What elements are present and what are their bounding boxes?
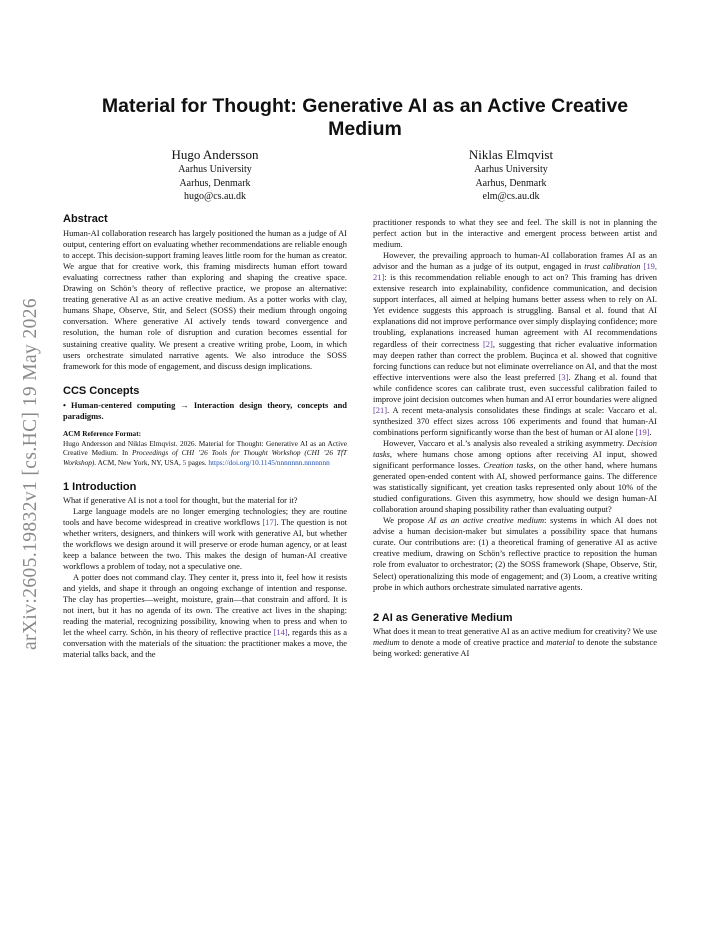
acm-ref-text: Hugo Andersson and Niklas Elmqvist. 2026. Material for Thought: Generative AI as an Active Creative Medium. In bbox=[63, 438, 347, 458]
text-run: . Zhang et al. found that while confidence scores can calibrate trust, even successful calibration failed to improve joint decision outcomes when human and AI error boundaries were aligned bbox=[373, 371, 658, 404]
arxiv-identifier: arXiv:2605.19832v1 [cs.HC] 19 May 2026 bbox=[20, 297, 41, 650]
citation-link[interactable]: [14] bbox=[273, 627, 288, 638]
emphasis: medium bbox=[373, 636, 400, 647]
text-run: . A recent meta-analysis consolidates these findings at scale: Vaccaro et al. synthesized 370 effect sizes across 106 experiments and found that human-AI combinations perform significantly worse than the best of human or AI alone bbox=[373, 404, 657, 437]
emphasis: trust calibration bbox=[584, 261, 641, 272]
paper-title: Material for Thought: Generative AI as an Active Creative Medium bbox=[101, 95, 629, 140]
text-run: , suggesting that richer evaluative information may deepen rather than correct the problem. Buçinca et al. showed that cognitive forcing functions can reduce but not eliminate overreliance on AI, and that the most effective interventions were also the least preferred bbox=[373, 338, 657, 382]
text-run: . bbox=[649, 426, 652, 437]
citation-link[interactable]: [3] bbox=[558, 371, 569, 382]
author-affiliation: Aarhus University bbox=[178, 164, 252, 175]
citation-link[interactable]: [2] bbox=[482, 338, 493, 349]
acm-ref-text: pages. bbox=[186, 458, 209, 468]
body-paragraph bbox=[373, 438, 657, 515]
acm-reference bbox=[63, 439, 347, 468]
intro-paragraph bbox=[63, 572, 347, 660]
left-column bbox=[63, 214, 347, 660]
citation-link[interactable]: [19, 21] bbox=[373, 261, 657, 283]
pages-link[interactable]: 5 bbox=[182, 458, 187, 468]
author-name: Hugo Andersson bbox=[171, 147, 259, 162]
author-name: Niklas Elmqvist bbox=[468, 147, 554, 162]
introduction-heading: 1 Introduction bbox=[63, 480, 137, 493]
doi-link[interactable]: https://doi.org/10.1145/nnnnnnn.nnnnnnn bbox=[208, 458, 330, 468]
text-run: A potter does not command clay. They center it, press into it, feel how it resists and yields, and shape it through an ongoing exchange of intention and response. The clay has properties—weight, moisture, grain—that constrain and afford. It is not inert, but it has no agenda of its own. The creative act lives in the shaping: reading the material, recognizing possibility, knowing when to press and when to let the wheel carry. Schön, in his theory of reflective practice bbox=[63, 572, 347, 638]
text-run: Large language models are no longer emerging technologies; they are routine tools and have become widespread in creative workflows bbox=[63, 505, 347, 527]
emphasis: Creation tasks bbox=[483, 460, 534, 471]
text-run: What does it mean to treat generative AI as an active medium for creativity? We use bbox=[373, 625, 657, 636]
abstract-heading: Abstract bbox=[63, 213, 108, 225]
text-run: to denote a mode of creative practice and bbox=[399, 636, 547, 647]
author-block-2 bbox=[411, 147, 611, 204]
text-run: : is this recommendation reliable enough to act on? This framing has driven extensive research into explainability, confidence communication, and decision support interfaces, all aimed at helping humans better assess when to rely on AI. Yet evidence suggests this approach is struggling. Bansal et al. found that AI explanations did not improve performance over simply displaying confidence; more troubling, explanations increased human agreement with AI recommendations regardless of their correctness bbox=[373, 272, 657, 349]
author-location: Aarhus, Denmark bbox=[179, 177, 251, 189]
abstract-text: Human-AI collaboration research has largely positioned the human as a judge of AI output, centering effort on evaluating whether recommendations are reliable enough to accept. This decision-support framing leaves little room for the human as creator. We argue that for creative work, this framing misdirects human effort toward evaluating correctness rather than exploring and shaping the creative space. Drawing on Schön’s theory of reflective practice, we propose an alternative: treating generative AI as an active creative medium. As a potter works with clay, humans Shape, Observe, Stir, and Select (SOSS) their medium through ongoing conversation. Where generative AI actively tends toward convergence and resolution, the human role of disruption and curation becomes essential for sustaining creative quality. We present a creative writing probe, Loom, in which users orchestrate simulated narrative agents. We also introduce the SOSS framework for this mode of engagement, and discuss design implications. bbox=[63, 228, 347, 371]
ccs-concepts: • Human-centered computing → Interaction design theory, concepts and paradigms. bbox=[63, 399, 347, 421]
citation-link[interactable]: [21] bbox=[373, 404, 388, 415]
ccs-heading: CCS Concepts bbox=[63, 384, 140, 397]
acm-reference-label: ACM Reference Format: bbox=[63, 428, 142, 438]
intro-paragraph: What if generative AI is not a tool for thought, but the material for it? bbox=[63, 494, 298, 505]
text-run: : systems in which AI does not advise a human decision-maker but simulates a possibility space that humans curate. Our contributions are: (1) a theoretical framing of generative AI as active creative medium, drawing on Schön’s reflective practice to reposition the human role from evaluator to orchestrator; (2) the SOSS framework (Shape, Observe, Stir, Select) operationalizing this mode of engagement; and (3) Loom, a creative writing probe in which authors orchestrate simulated narrative agents. bbox=[373, 515, 658, 592]
text-run: However, Vaccaro et al.’s analysis also revealed a striking asymmetry. bbox=[383, 437, 627, 448]
body-paragraph bbox=[373, 626, 657, 659]
citation-link[interactable]: [17] bbox=[262, 516, 277, 527]
text-run: However, the prevailing approach to human-AI collaboration frames AI as an advisor and the human as a judge of its output, engaged in bbox=[373, 250, 657, 272]
right-column bbox=[373, 217, 657, 659]
citation-link[interactable]: [19] bbox=[635, 426, 650, 437]
acm-ref-text: ACM, New York, NY, USA, bbox=[96, 458, 183, 468]
author-block-1 bbox=[115, 147, 315, 204]
body-paragraph bbox=[373, 515, 657, 592]
emphasis: material bbox=[546, 636, 575, 647]
text-run: to denote the substance being worked: generative AI bbox=[373, 636, 657, 658]
author-affiliation: Aarhus University bbox=[474, 164, 548, 175]
emphasis: Decision tasks bbox=[373, 437, 657, 459]
text-run: , regards this as a conversation with the materials of the situation: the practitioner makes a move, the material talks back, and the bbox=[63, 627, 347, 660]
section-2-heading: 2 AI as Generative Medium bbox=[373, 611, 513, 624]
text-run: , where humans chose among options after receiving AI input, showed significant performance losses. bbox=[373, 448, 657, 471]
acm-ref-venue: Proceedings of CHI ’26 Tools for Thought Workshop (CHI ’26 TfT Workshop). bbox=[63, 448, 347, 468]
author-location: Aarhus, Denmark bbox=[475, 177, 547, 189]
body-paragraph: practitioner responds to what they see and feel. The skill is not in planning the perfect action but in the interactive and emergent process between artist and medium. bbox=[373, 217, 657, 250]
text-run: We propose bbox=[383, 515, 429, 526]
text-run: , on the other hand, where humans generated open-ended content with AI, showed performance gains. The difference was statistically significant, yet creation tasks represented only about 10% of the studied configurations. Given this asymmetry, how should we design human-AI collaboration around shaping possibility rather than evaluating output? bbox=[373, 460, 658, 515]
emphasis: AI as an active creative medium bbox=[428, 515, 545, 526]
intro-paragraph bbox=[63, 506, 347, 572]
author-email: elm@cs.au.dk bbox=[482, 191, 540, 202]
body-paragraph bbox=[373, 250, 657, 438]
author-email: hugo@cs.au.dk bbox=[184, 191, 246, 202]
text-run: . The question is not whether writers, designers, and thinkers will work with generative AI, but whether the workflows we design around it will preserve or erode human agency, or at least keep a balance between the two. This makes the design of human-AI creative workflows a problem of today, not a speculative one. bbox=[63, 516, 348, 571]
arxiv-sidebar-stamp bbox=[20, 250, 54, 650]
